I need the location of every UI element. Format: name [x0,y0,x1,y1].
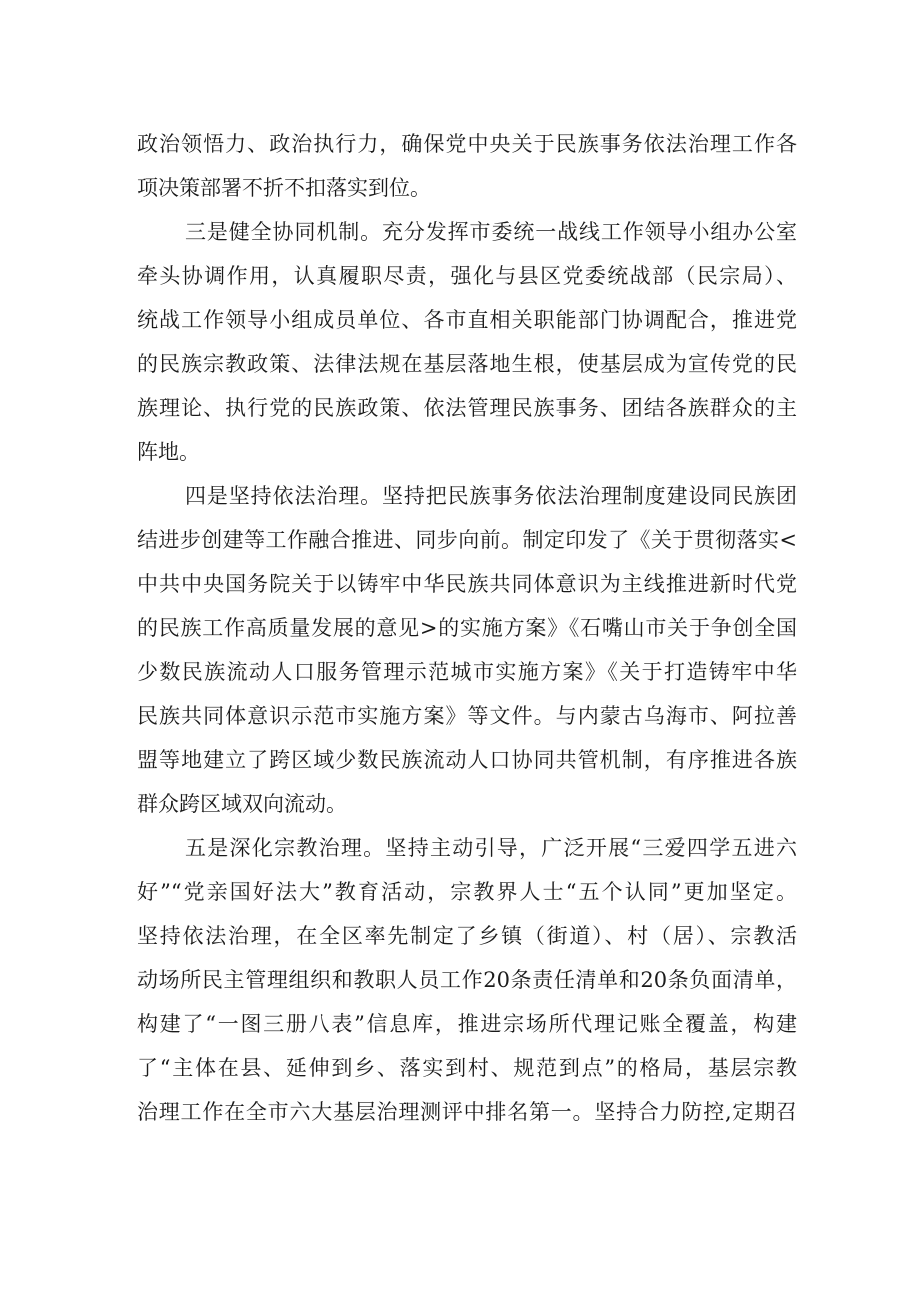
text-line: 的民族宗教政策、法律法规在基层落地生根，使基层成为宣传党的民 [137,352,797,376]
text-line: 阵地。 [137,440,200,464]
text-line: 了“主体在县、延伸到乡、落实到村、规范到点”的格局，基层宗教 [137,1056,797,1080]
text-line: 政治领悟力、政治执行力，确保党中央关于民族事务依法治理工作各 [137,132,797,156]
text-line: 统战工作领导小组成员单位、各市直相关职能部门协调配合，推进党 [137,308,797,332]
text-line: 盟等地建立了跨区域少数民族流动人口协同共管机制，有序推进各族 [137,748,797,772]
text-line: 治理工作在全市六大基层治理测评中排名第一。坚持合力防控,定期召 [137,1100,797,1124]
text-line: 中共中央国务院关于以铸牢中华民族共同体意识为主线推进新时代党 [137,572,797,596]
text-line: 动场所民主管理组织和教职人员工作20条责任清单和20条负面清单， [137,968,797,992]
text-line: 少数民族流动人口服务管理示范城市实施方案》《关于打造铸牢中华 [137,660,797,684]
text-line: 牵头协调作用，认真履职尽责，强化与县区党委统战部（民宗局）、 [137,264,797,288]
text-line: 群众跨区域双向流动。 [137,792,347,816]
text-line: 五是深化宗教治理。坚持主动引导，广泛开展“三爱四学五进六 [185,836,797,860]
text-line: 族理论、执行党的民族政策、依法管理民族事务、团结各族群众的主 [137,396,797,420]
text-line: 坚持依法治理，在全区率先制定了乡镇（街道）、村（居）、宗教活 [137,924,797,948]
text-line: 好”“党亲国好法大”教育活动，宗教界人士“五个认同”更加坚定。 [137,880,797,904]
text-line: 构建了“一图三册八表”信息库，推进宗场所代理记账全覆盖，构建 [137,1012,797,1036]
text-line: 四是坚持依法治理。坚持把民族事务依法治理制度建设同民族团 [185,484,797,508]
text-line: 民族共同体意识示范市实施方案》等文件。与内蒙古乌海市、阿拉善 [137,704,797,728]
text-line: 的民族工作高质量发展的意见>的实施方案》《石嘴山市关于争创全国 [137,616,797,640]
text-line: 结进步创建等工作融合推进、同步向前。制定印发了《关于贯彻落实< [137,528,797,552]
text-line: 三是健全协同机制。充分发挥市委统一战线工作领导小组办公室 [185,220,797,244]
text-line: 项决策部署不折不扣落实到位。 [137,176,431,200]
